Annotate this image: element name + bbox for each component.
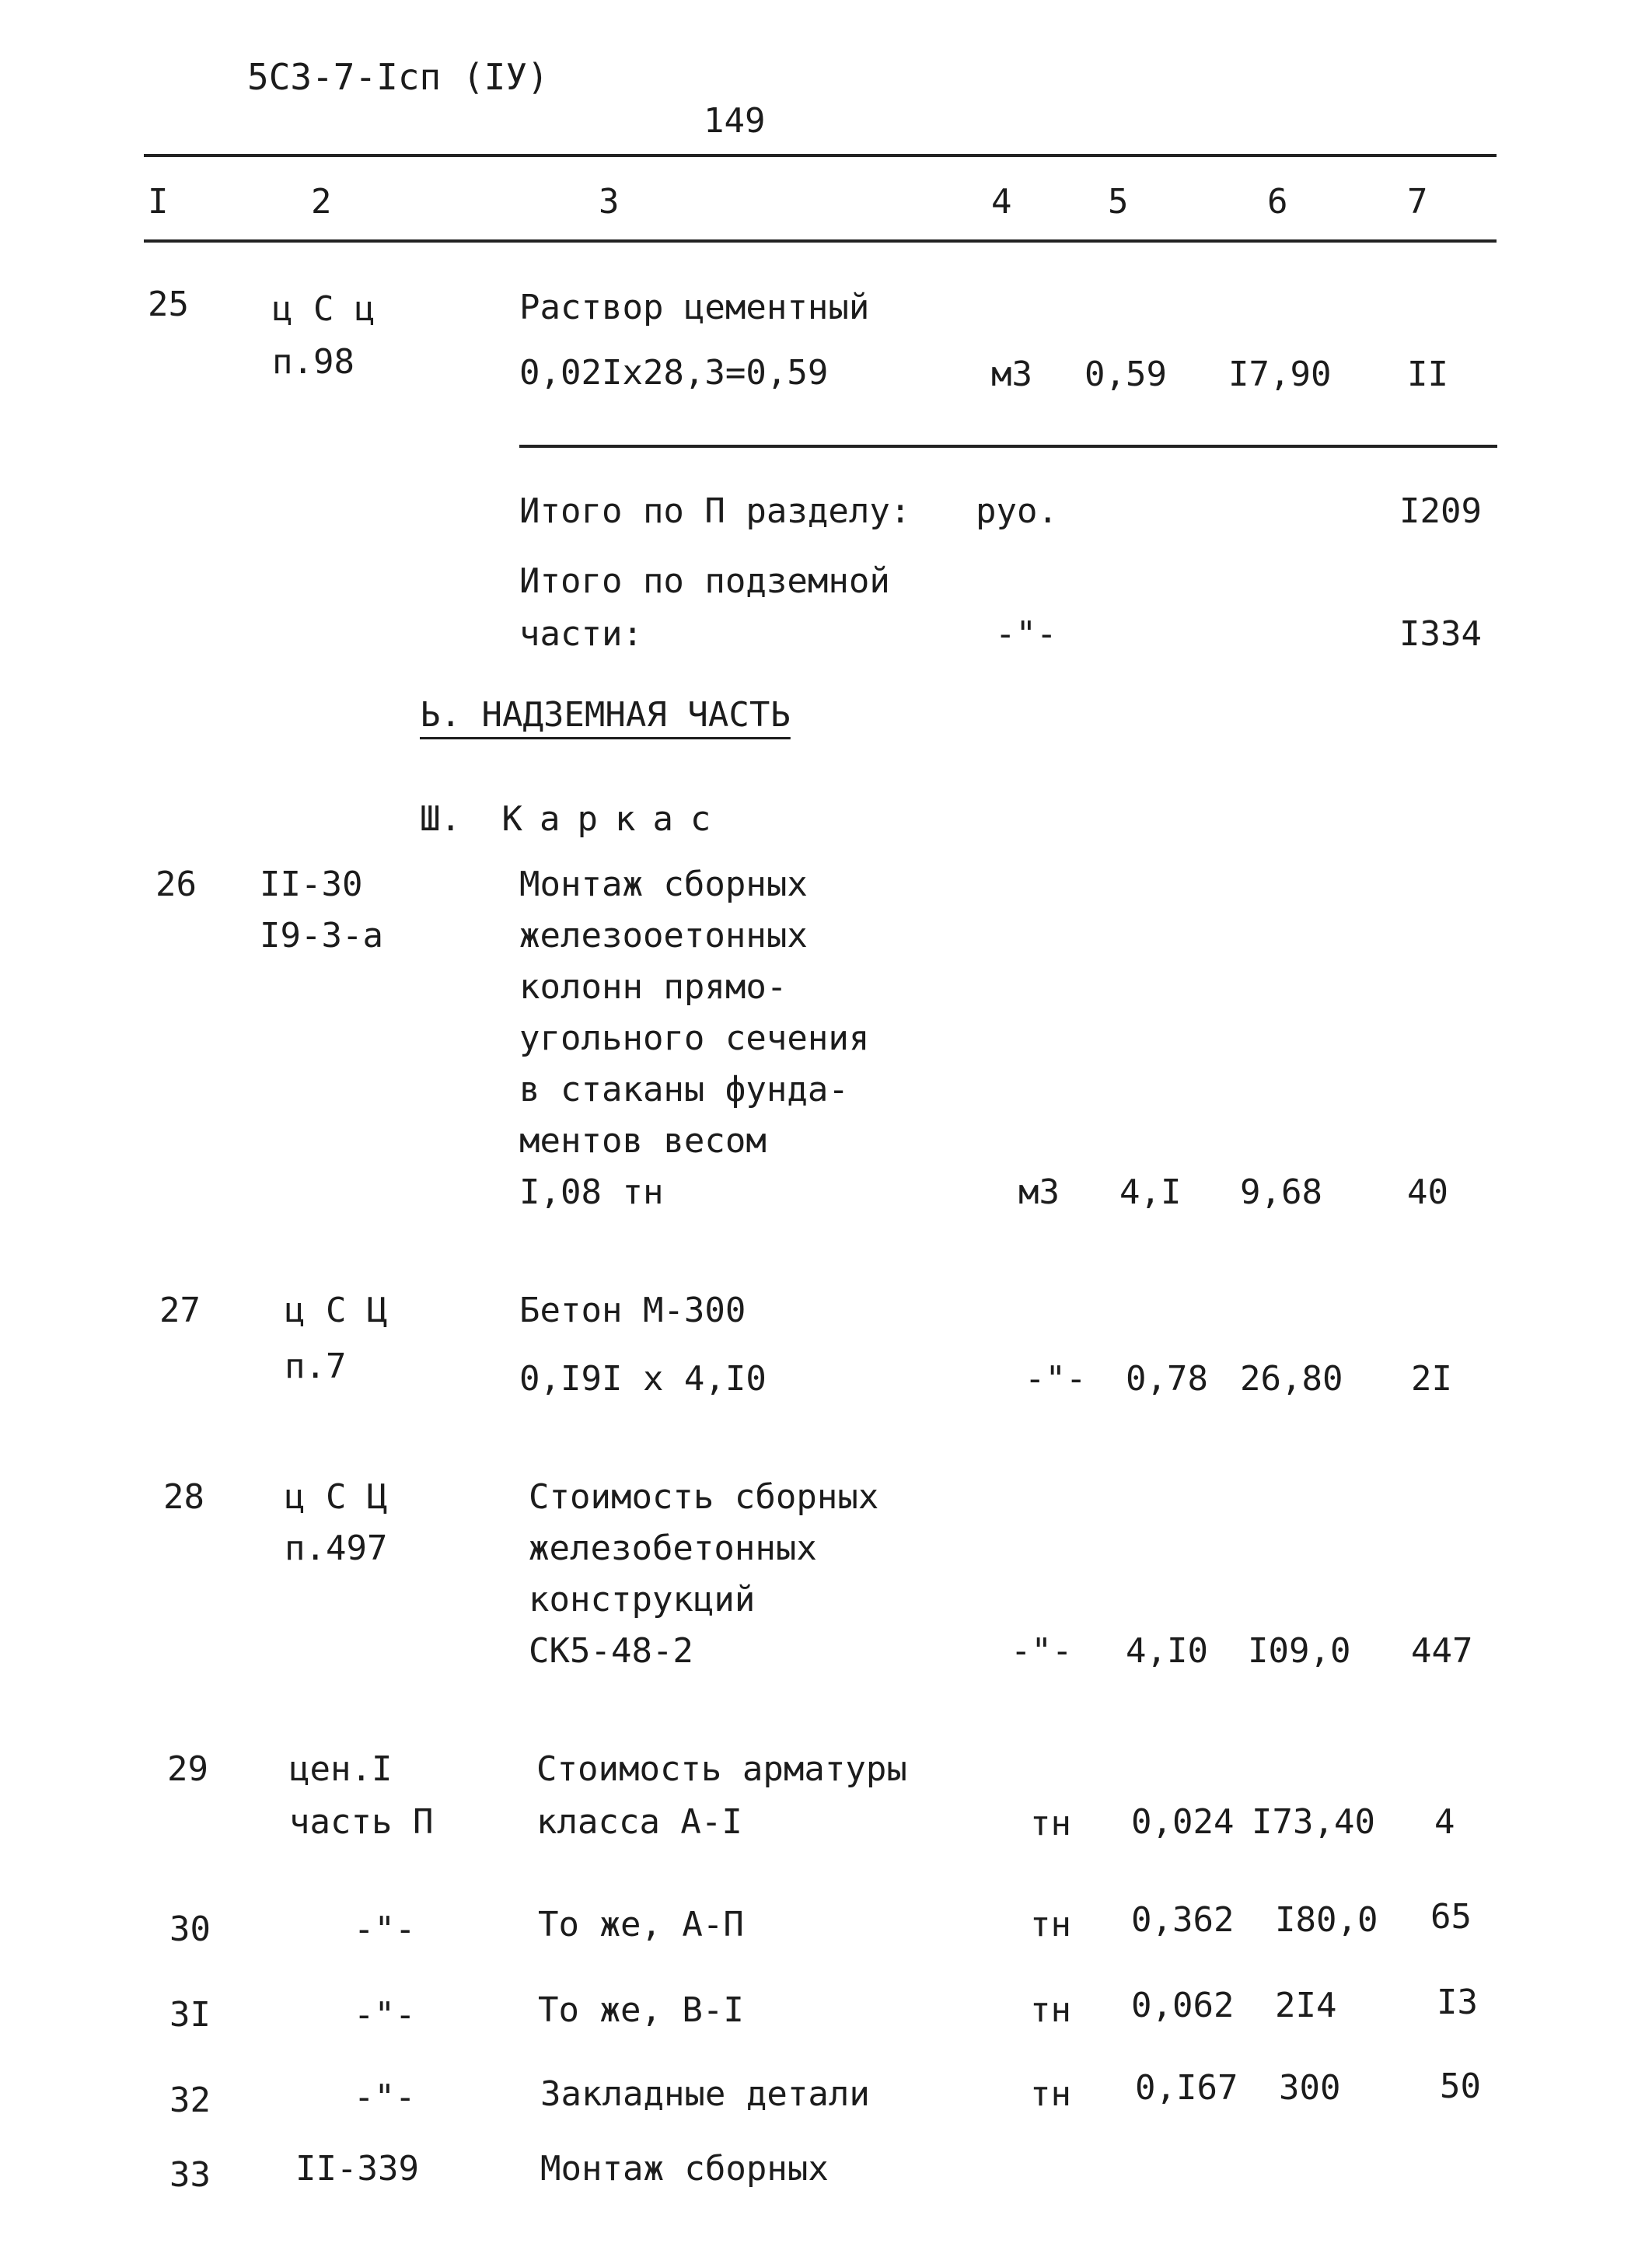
row-total: 40	[1407, 1172, 1448, 1212]
row-total: 65	[1430, 1897, 1472, 1937]
row-number: 3I	[169, 1995, 211, 2035]
row-unit: тн	[1030, 1804, 1071, 1843]
row-quantity: 0,I67	[1135, 2068, 1238, 2108]
subsection-heading: Ш. Каркас	[420, 799, 728, 839]
subtotal-unit: руо.	[976, 491, 1058, 531]
row-reference: -"-	[354, 2077, 416, 2117]
subtotal-rule	[519, 445, 1497, 448]
row-total: 4	[1434, 1802, 1455, 1842]
row-price: 300	[1279, 2068, 1341, 2108]
row-description: Раствор цементный 0,02Iх28,3=0,59	[519, 288, 870, 393]
subtotal-label: Итого по подземной части:	[519, 561, 890, 654]
row-unit: -"-	[1011, 1631, 1073, 1671]
col-header-3: 3	[599, 182, 620, 222]
row-total: I3	[1437, 1983, 1478, 2022]
row-unit: тн	[1030, 1905, 1071, 1944]
page-number: 149	[704, 101, 766, 141]
row-unit: тн	[1030, 1990, 1071, 2030]
row-quantity: 4,I0	[1126, 1631, 1208, 1671]
col-header-2: 2	[311, 182, 332, 222]
row-description: То же, А-П	[538, 1905, 744, 1944]
row-description: Стоимость арматуры класса А-I	[536, 1749, 907, 1842]
row-unit: м3	[991, 355, 1032, 394]
row-number: 33	[169, 2155, 211, 2195]
row-description: Стоимость сборных железобетонных конструкций СК5-48-2	[529, 1477, 879, 1671]
row-price: I80,0	[1275, 1900, 1378, 1940]
row-description: Закладные детали	[540, 2074, 870, 2114]
row-quantity: 4,I	[1119, 1172, 1182, 1212]
row-number: 28	[163, 1477, 204, 1517]
row-quantity: 0,78	[1126, 1359, 1208, 1399]
row-description: Монтаж сборных	[540, 2149, 829, 2189]
row-reference: ц С Ц п.7	[285, 1291, 388, 1386]
subtotal-value: I334	[1399, 614, 1482, 654]
row-unit: тн	[1030, 2074, 1071, 2114]
subtotal-unit: -"-	[995, 614, 1057, 654]
row-price: I73,40	[1252, 1802, 1375, 1842]
subtotal-value: I209	[1399, 491, 1482, 531]
row-price: 2I4	[1275, 1986, 1337, 2025]
row-reference: цен.I часть П	[289, 1749, 434, 1842]
row-reference: II-339	[295, 2149, 419, 2189]
row-number: 25	[148, 285, 189, 324]
row-total: 447	[1411, 1631, 1473, 1671]
row-description: Бетон М-300 0,I9I х 4,I0	[519, 1291, 767, 1399]
row-price: I09,0	[1248, 1631, 1351, 1671]
row-number: 29	[167, 1749, 208, 1789]
row-number: 26	[155, 865, 197, 904]
row-quantity: 0,362	[1131, 1900, 1235, 1940]
row-unit: -"-	[1025, 1359, 1087, 1399]
col-header-4: 4	[991, 182, 1012, 222]
row-price: 9,68	[1240, 1172, 1322, 1212]
section-heading: Ь. НАДЗЕМНАЯ ЧАСТЬ	[420, 695, 791, 735]
row-total: 2I	[1411, 1359, 1452, 1399]
row-quantity: 0,024	[1131, 1802, 1235, 1842]
row-reference: -"-	[354, 1995, 416, 2035]
row-description: Монтаж сборных железооетонных колонн прямо- угольного сечения в стаканы фунда- ментов весом I,08 тн	[519, 865, 870, 1212]
row-reference: ц С ц п.98	[272, 289, 375, 382]
row-description: То же, В-I	[538, 1990, 744, 2030]
row-reference: ц С Ц п.497	[285, 1477, 388, 1568]
row-number: 32	[169, 2081, 211, 2120]
row-quantity: 0,062	[1131, 1986, 1235, 2025]
col-header-7: 7	[1407, 182, 1428, 222]
col-header-1: I	[148, 182, 169, 222]
row-price: 26,80	[1240, 1359, 1343, 1399]
row-reference: II-30 I9-3-а	[260, 865, 383, 956]
subtotal-label: Итого по П разделу:	[519, 491, 911, 531]
header-rule	[144, 239, 1497, 243]
row-total: II	[1407, 355, 1448, 394]
row-price: I7,90	[1228, 355, 1332, 394]
col-header-5: 5	[1108, 182, 1129, 222]
row-number: 30	[169, 1909, 211, 1949]
row-total: 50	[1440, 2067, 1481, 2106]
document-code: 5C3-7-Iсп (IУ)	[247, 56, 549, 98]
col-header-6: 6	[1267, 182, 1288, 222]
top-rule	[144, 154, 1497, 157]
row-number: 27	[159, 1291, 201, 1330]
row-reference: -"-	[354, 1909, 416, 1949]
row-quantity: 0,59	[1084, 355, 1167, 394]
row-unit: м3	[1018, 1172, 1060, 1212]
